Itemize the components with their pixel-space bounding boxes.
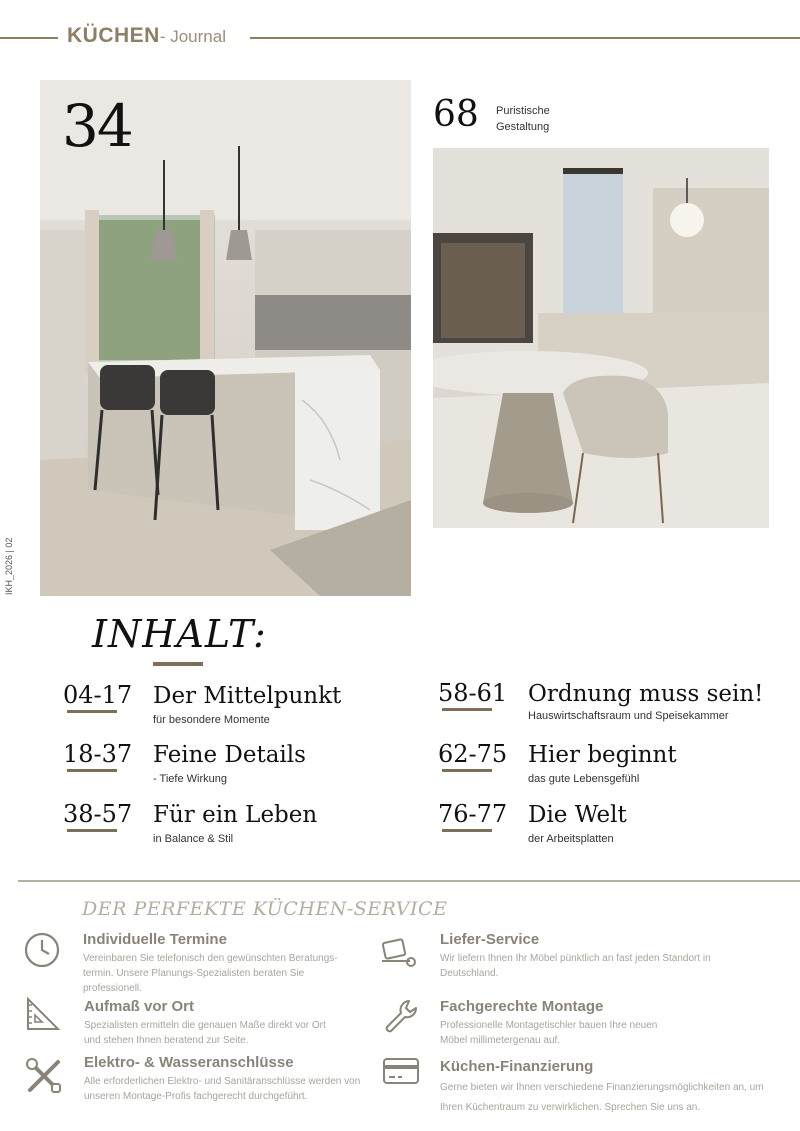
service-description: Gerne bieten wir Ihnen verschiedene Finanzierungsmöglichkeiten an, um Ihren Küchentraum zu verwirklichen. Sprechen Sie uns an. (440, 1082, 764, 1113)
toc-number-underline (67, 769, 117, 772)
toc-subtitle: das gute Lebensgefühl (528, 773, 640, 785)
toc-page-range: 18-37 (63, 740, 133, 768)
delivery-icon (380, 933, 420, 973)
issue-label: IKH_2026 | 02 (4, 537, 14, 595)
toc-item[interactable] (438, 800, 778, 850)
toc-item[interactable] (438, 679, 788, 729)
toc-subtitle: - Tiefe Wirkung (153, 773, 227, 785)
service-heading-text: Küchen-Finanzierung (440, 1058, 594, 1075)
service-description: Alle erforderlichen Elektro- und Sanitäranschlüsse werden von unseren Montage-Profis fachgerecht durchgeführt. (84, 1076, 361, 1102)
header-rule-left (0, 37, 58, 39)
journal-title (67, 24, 226, 48)
service-heading-text: Aufmaß vor Ort (84, 998, 195, 1015)
toc-title: Hier beginnt (528, 742, 677, 768)
toc-number-underline (442, 708, 492, 711)
toc-number-underline (67, 829, 117, 832)
dining-table-illustration (433, 148, 769, 528)
feature-caption-right (496, 103, 586, 135)
tools-icon (24, 1056, 64, 1096)
toc-page-range: 38-57 (63, 800, 133, 828)
toc-number-underline (442, 769, 492, 772)
feature-page-number-right: 68 (433, 94, 479, 135)
toc-page-range: 58-61 (438, 679, 508, 707)
toc-title: Für ein Leben (153, 802, 318, 828)
toc-item[interactable] (438, 740, 778, 790)
service-heading: DER PERFEKTE KÜCHEN-SERVICE (82, 898, 448, 920)
set-square-icon (24, 995, 64, 1035)
service-delivery (440, 931, 770, 981)
service-description: Professionelle Montagetischler bauen Ihre neuen Möbel millimetergenau auf. (440, 1020, 658, 1046)
toc-page-range: 04-17 (63, 681, 133, 709)
clock-icon (22, 930, 62, 970)
toc-item[interactable] (63, 800, 403, 850)
toc-title: Feine Details (153, 742, 306, 768)
wrench-icon (381, 996, 421, 1036)
service-professional-assembly (440, 998, 770, 1048)
toc-item[interactable] (63, 681, 403, 731)
contents-heading-underline (153, 662, 203, 666)
service-heading-text: Elektro- & Wasseranschlüsse (84, 1054, 294, 1071)
service-divider (18, 880, 800, 882)
dining-table-photo (433, 148, 769, 528)
toc-title: Der Mittelpunkt (153, 683, 342, 709)
service-description: Spezialisten ermitteln die genauen Maße direkt vor Ort und stehen Ihnen beratend zur Seite. (84, 1020, 326, 1046)
toc-title: Ordnung muss sein! (528, 681, 764, 707)
header-rule-right (250, 37, 800, 39)
toc-subtitle: der Arbeitsplatten (528, 833, 614, 845)
toc-number-underline (67, 710, 117, 713)
toc-page-range: 76-77 (438, 800, 508, 828)
toc-item[interactable] (63, 740, 403, 790)
feature-caption-line1: Puristische (496, 105, 550, 117)
service-heading-text: Individuelle Termine (83, 931, 227, 948)
feature-caption-line2: Gestaltung (496, 121, 550, 133)
service-on-site-measurement (84, 998, 414, 1048)
service-heading-text: Liefer-Service (440, 931, 540, 948)
toc-title: Die Welt (528, 802, 627, 828)
toc-subtitle: Hauswirtschaftsraum und Speisekammer (528, 710, 729, 722)
toc-subtitle: für besondere Momente (153, 714, 270, 726)
brand-bold: KÜCHEN (67, 24, 160, 47)
brand-light: - Journal (159, 27, 226, 46)
toc-number-underline (442, 829, 492, 832)
service-heading-text: Fachgerechte Montage (440, 998, 604, 1015)
service-financing (440, 1058, 770, 1118)
credit-card-icon (381, 1052, 421, 1092)
toc-subtitle: in Balance & Stil (153, 833, 234, 845)
service-individual-appointments (83, 931, 413, 996)
contents-heading: INHALT: (92, 612, 267, 656)
service-description: Wir liefern Ihnen Ihr Möbel pünktlich an fast jeden Standort in Deutschland. (440, 953, 711, 979)
feature-page-number-left: 34 (62, 92, 132, 160)
service-electric-water (84, 1054, 414, 1104)
service-description: Vereinbaren Sie telefonisch den gewünschten Beratungs-termin. Unsere Planungs-Spezialisten beraten Sie professionell. (83, 953, 338, 994)
toc-page-range: 62-75 (438, 740, 508, 768)
